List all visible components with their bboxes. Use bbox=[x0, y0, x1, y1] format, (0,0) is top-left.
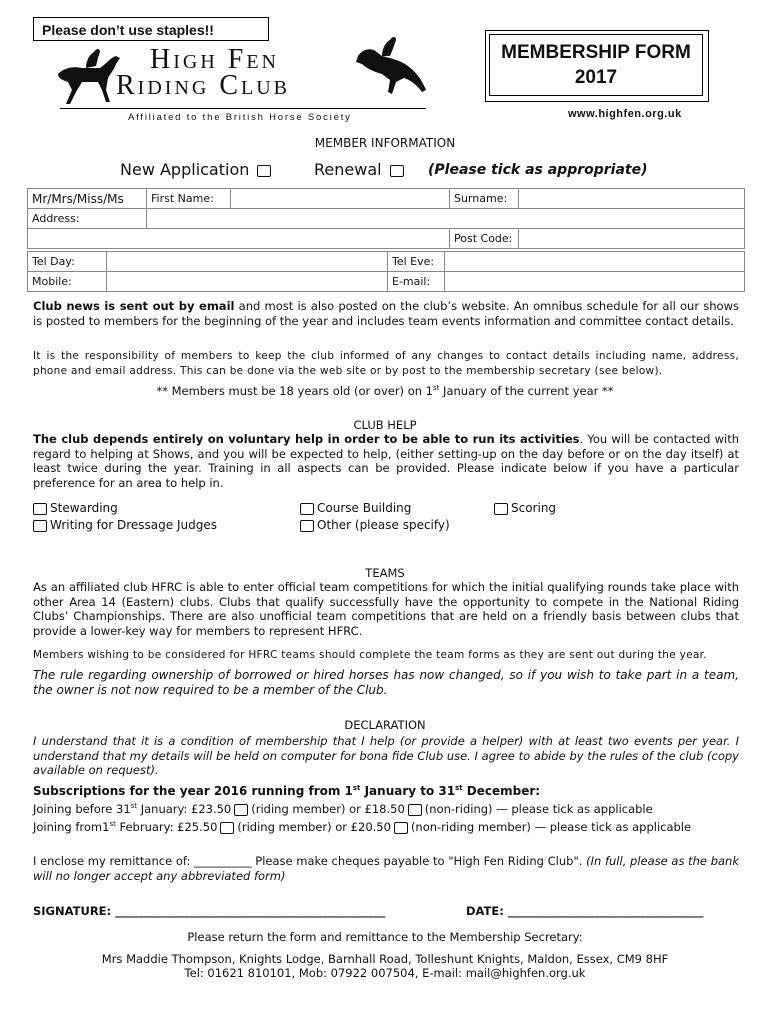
first-name-field[interactable] bbox=[231, 189, 450, 209]
age-pre: ** Members must be 18 years old (or over) on 1 bbox=[156, 384, 433, 398]
return-note: Please return the form and remittance to the Membership Secretary: bbox=[187, 930, 583, 944]
surname-field[interactable] bbox=[519, 189, 745, 209]
scoring-checkbox[interactable] bbox=[494, 503, 508, 515]
fee1-riding-checkbox[interactable] bbox=[234, 804, 248, 816]
age-sup: st bbox=[433, 384, 440, 393]
mobile-field[interactable] bbox=[107, 272, 388, 292]
tel-day-label: Tel Day: bbox=[28, 252, 107, 272]
help-option-scoring[interactable] bbox=[494, 501, 556, 515]
club-news-paragraph bbox=[33, 299, 739, 328]
member-details-table bbox=[27, 188, 745, 249]
fee2-riding-price: February: £25.50 bbox=[115, 820, 218, 834]
contact-table bbox=[27, 251, 745, 292]
subscriptions-heading bbox=[33, 784, 540, 798]
club-help-bold: The club depends entirely on voluntary help in order to be able to run its activities bbox=[33, 432, 580, 446]
declaration-heading: DECLARATION bbox=[344, 718, 426, 732]
course-building-label: Course Building bbox=[317, 501, 412, 515]
club-name-line2: Riding Club bbox=[116, 70, 291, 101]
declaration-text: I understand that it is a condition of membership that I help (or provide a helper) with at least two events per year. I understand that my details will be held on computer for bona fide Club use. I agree to abide by the rules of the club (copy available on request). bbox=[33, 734, 739, 778]
tel-eve-label: Tel Eve: bbox=[388, 252, 445, 272]
remittance-text: I enclose my remittance of: __________ Please make cheques payable to "High Fen Riding Club". bbox=[33, 854, 587, 868]
fee-line-before bbox=[33, 802, 653, 816]
club-help-text: . You will be contacted with regard to helping at Shows, and you will be expected to help, (either setting-up on the day before or on the day itself) at least twice during the year. Training in all aspects can be provided. Please indicate below if you have a particular preference for an area to help in. bbox=[33, 432, 739, 490]
help-option-stewarding[interactable] bbox=[33, 501, 118, 515]
form-title bbox=[489, 34, 703, 96]
email-field[interactable] bbox=[445, 272, 745, 292]
fee-line-from bbox=[33, 820, 691, 834]
age-requirement bbox=[0, 384, 770, 398]
renewal-option bbox=[314, 160, 407, 179]
fee1-nonriding-price: (riding member) or £18.50 bbox=[251, 802, 405, 816]
subs-sup1: st bbox=[352, 784, 361, 792]
age-post: January of the current year ** bbox=[439, 384, 614, 398]
surname-label: Surname: bbox=[450, 189, 519, 209]
fee2-pre: Joining from1 bbox=[33, 820, 110, 834]
club-help-heading: CLUB HELP bbox=[353, 418, 417, 432]
subs-sup2: st bbox=[455, 784, 463, 792]
course-building-checkbox[interactable] bbox=[300, 503, 314, 515]
teams-forms-paragraph: Members wishing to be considered for HFRC teams should complete the team forms as they are sent out during the year. bbox=[33, 649, 707, 661]
fee1-sup: st bbox=[130, 802, 138, 811]
tel-eve-field[interactable] bbox=[445, 252, 745, 272]
email-label: E-mail: bbox=[388, 272, 445, 292]
address-label: Address: bbox=[28, 209, 147, 229]
help-option-dressage-writing[interactable] bbox=[33, 518, 217, 532]
address-field-line2[interactable] bbox=[28, 229, 450, 249]
logo-underline bbox=[60, 108, 426, 109]
tel-day-field[interactable] bbox=[107, 252, 388, 272]
scoring-label: Scoring bbox=[511, 501, 557, 515]
club-name-line1: High Fen bbox=[150, 44, 279, 75]
mobile-label: Mobile: bbox=[28, 272, 107, 292]
subs-mid: January to 31 bbox=[360, 784, 456, 798]
form-title-year: 2017 bbox=[574, 67, 618, 88]
address-field[interactable] bbox=[147, 209, 745, 229]
fee2-nonriding-price: (riding member) or £20.50 bbox=[237, 820, 391, 834]
fee1-pre: Joining before 31 bbox=[33, 802, 131, 816]
renewal-label: Renewal bbox=[314, 160, 382, 179]
fee2-note: (non-riding member) — please tick as applicable bbox=[410, 820, 692, 834]
help-option-other[interactable] bbox=[300, 518, 450, 532]
stewarding-checkbox[interactable] bbox=[33, 503, 47, 515]
teams-heading: TEAMS bbox=[365, 566, 405, 580]
help-option-course-building[interactable] bbox=[300, 501, 411, 515]
fee2-riding-checkbox[interactable] bbox=[220, 822, 234, 834]
title-label: Mr/Mrs/Miss/Ms bbox=[28, 189, 147, 209]
jumping-horse-logo bbox=[352, 36, 432, 108]
club-news-bold: Club news is sent out by email bbox=[33, 299, 235, 313]
new-application-checkbox[interactable] bbox=[257, 165, 271, 177]
postcode-field[interactable] bbox=[519, 229, 745, 249]
remittance-paragraph bbox=[33, 854, 739, 883]
secretary-address: Mrs Maddie Thompson, Knights Lodge, Barnhall Road, Tolleshunt Knights, Maldon, Essex, CM9 8HF bbox=[101, 952, 669, 966]
teams-paragraph: As an affiliated club HFRC is able to enter official team competitions for which the initial qualifying rounds take place with other Area 14 (Eastern) clubs. Clubs that qualify successfully have the opportunity to compete in the National Riding Clubs’ Championships. There are also unofficial team competitions that are held on a friendly basis between clubs that provide a lower-key way for members to represent HFRC. bbox=[33, 580, 739, 638]
secretary-contact: Tel: 01621 810101, Mob: 07922 007504, E-mail: mail@highfen.org.uk bbox=[184, 966, 586, 980]
new-application-label: New Application bbox=[120, 160, 250, 179]
club-help-paragraph bbox=[33, 432, 739, 490]
first-name-label: First Name: bbox=[147, 189, 231, 209]
club-news-text: and most is also posted on the club’s website. An omnibus schedule for all our shows is posted to members for the beginning of the year and includes team events information and committee contact details. bbox=[33, 299, 739, 328]
borrowed-horses-rule: The rule regarding ownership of borrowed or hired horses has now changed, so if you wish to take part in a team, the owner is not now required to be a member of the Club. bbox=[33, 668, 739, 697]
subs-pre: Subscriptions for the year 2016 running from 1 bbox=[33, 784, 353, 798]
postcode-label: Post Code: bbox=[450, 229, 519, 249]
fee1-note: (non-riding) — please tick as applicable bbox=[424, 802, 653, 816]
responsibility-paragraph: It is the responsibility of members to keep the club informed of any changes to contact details including name, address, phone and email address. This can be done via the web site or by post to the membership secretary (see below). bbox=[33, 350, 739, 377]
tick-note: (Please tick as appropriate) bbox=[428, 162, 648, 178]
fee1-nonriding-checkbox[interactable] bbox=[408, 804, 422, 816]
subs-post: December: bbox=[462, 784, 541, 798]
fee2-sup: st bbox=[109, 820, 116, 829]
website-url[interactable]: www.highfen.org.uk bbox=[568, 108, 682, 120]
member-info-heading: MEMBER INFORMATION bbox=[314, 136, 456, 150]
date-line[interactable]: DATE: __________________________________ bbox=[466, 904, 704, 918]
dressage-writing-checkbox[interactable] bbox=[33, 520, 47, 532]
affiliation-text: Affiliated to the British Horse Society bbox=[128, 112, 352, 123]
remittance-note: (In full, please as the bank will no longer accept any abbreviated form) bbox=[33, 854, 739, 883]
fee2-nonriding-checkbox[interactable] bbox=[394, 822, 408, 834]
signature-line[interactable]: SIGNATURE: _______________________________________________ bbox=[33, 904, 386, 918]
fee1-riding-price: January: £23.50 bbox=[137, 802, 232, 816]
staples-note: Please don’t use staples!! bbox=[33, 17, 269, 41]
stewarding-label: Stewarding bbox=[50, 501, 118, 515]
other-checkbox[interactable] bbox=[300, 520, 314, 532]
dressage-writing-label: Writing for Dressage Judges bbox=[50, 518, 217, 532]
new-application-option bbox=[120, 160, 274, 179]
form-title-line1: MEMBERSHIP FORM bbox=[501, 42, 691, 63]
renewal-checkbox[interactable] bbox=[390, 165, 404, 177]
other-label: Other (please specify) bbox=[317, 518, 450, 532]
